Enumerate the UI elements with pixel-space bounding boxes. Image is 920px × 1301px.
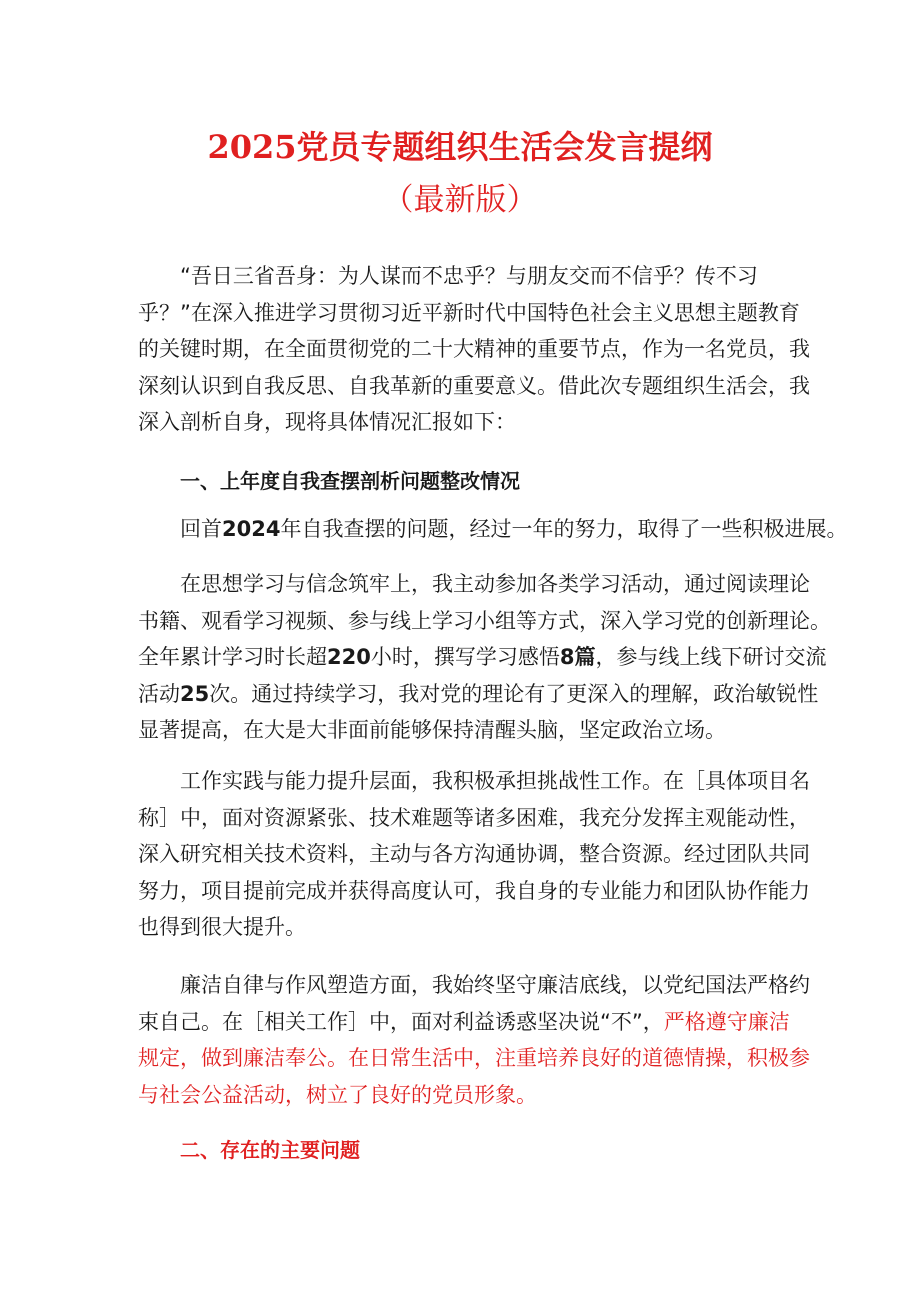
intro-line: 乎？”在深入推进学习贯彻习近平新时代中国特色社会主义思想主题教育 <box>138 300 800 325</box>
section-heading-2: 二、存在的主要问题 <box>180 1138 360 1162</box>
paragraph-line: 工作实践与能力提升层面，我积极承担挑战性工作。在［具体项目名 <box>180 769 810 793</box>
paragraph-work <box>138 763 810 946</box>
intro-line: “吾日三省吾身：为人谋而不忠乎？与朋友交而不信乎？传不习 <box>180 264 758 288</box>
paragraph-line: 努力，项目提前完成并获得高度认可，我自身的专业能力和团队协作能力 <box>138 878 810 903</box>
paragraph-integrity <box>138 967 810 1113</box>
document-subtitle: （最新版） <box>382 182 538 218</box>
paragraph-line: 显著提高，在大是大非面前能够保持清醒头脑，坚定政治立场。 <box>138 718 726 743</box>
paragraph-line: 回首2024年自我查摆的问题，经过一年的努力，取得了一些积极进展。 <box>180 517 848 541</box>
intro-line: 深入剖析自身，现将具体情况汇报如下： <box>138 410 516 435</box>
paragraph-line: 在思想学习与信念筑牢上，我主动参加各类学习活动，通过阅读理论 <box>180 572 810 596</box>
paragraph-line: 与社会公益活动，树立了良好的党员形象。 <box>138 1082 537 1107</box>
section-heading-1: 一、上年度自我查摆剖析问题整改情况 <box>180 469 520 493</box>
paragraph-line: 廉洁自律与作风塑造方面，我始终坚守廉洁底线，以党纪国法严格约 <box>180 973 810 997</box>
paragraph-line: 深入研究相关技术资料，主动与各方沟通协调，整合资源。经过团队共同 <box>138 842 810 867</box>
paragraph-line: 束自己。在［相关工作］中，面对利益诱惑坚决说“不”，严格遵守廉洁 <box>138 1009 790 1034</box>
paragraph-line: 也得到很大提升。 <box>138 915 306 940</box>
intro-line: 深刻认识到自我反思、自我革新的重要意义。借此次专题组织生活会，我 <box>138 373 810 398</box>
paragraph-line: 称］中，面对资源紧张、技术难题等诸多困难，我充分发挥主观能动性， <box>138 805 810 830</box>
document-title: 2025党员专题组织生活会发言提纲 <box>207 128 713 166</box>
paragraph-line: 书籍、观看学习视频、参与线上学习小组等方式，深入学习党的创新理论。 <box>138 608 831 633</box>
paragraph-study <box>138 566 831 749</box>
paragraph-line: 全年累计学习时长超220小时，撰写学习感悟8篇，参与线上线下研讨交流 <box>138 645 827 670</box>
paragraph-review <box>138 511 848 548</box>
intro-paragraph <box>138 258 810 441</box>
paragraph-line: 规定，做到廉洁奉公。在日常生活中，注重培养良好的道德情操，积极参 <box>138 1046 810 1071</box>
intro-line: 的关键时期，在全面贯彻党的二十大精神的重要节点，作为一名党员，我 <box>138 337 810 362</box>
paragraph-line: 活动25次。通过持续学习，我对党的理论有了更深入的理解，政治敏锐性 <box>138 681 819 706</box>
